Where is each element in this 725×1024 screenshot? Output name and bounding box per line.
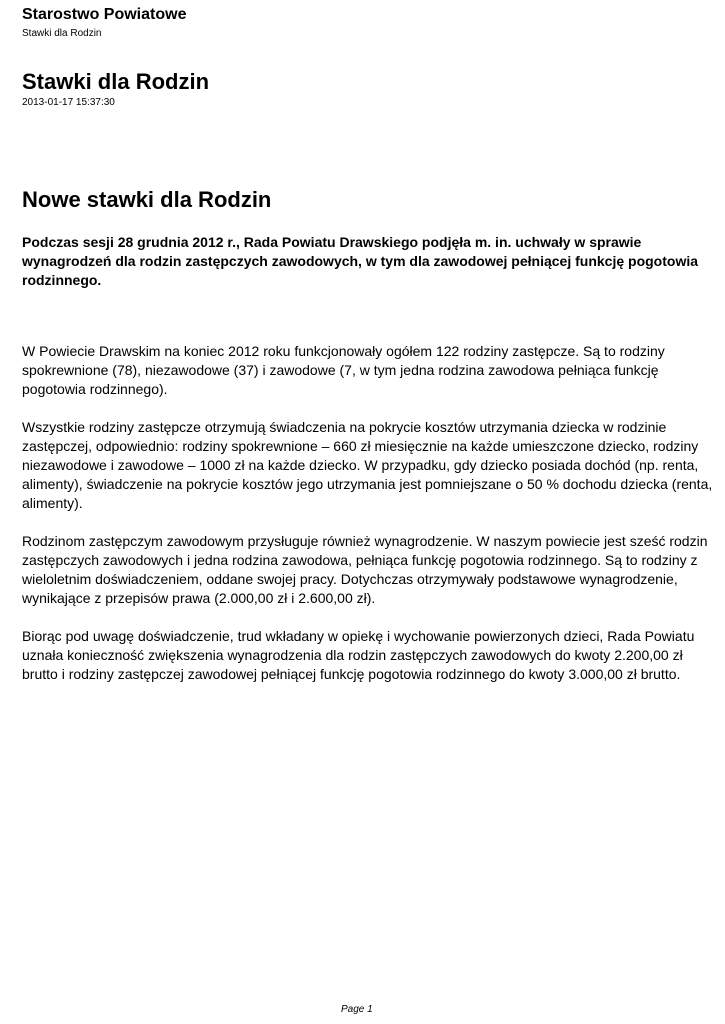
article-paragraph: Wszystkie rodziny zastępcze otrzymują świadczenia na pokrycie kosztów utrzymania dziecka w rodzinie zastępczej, odpowiednio: rodziny spokrewnione – 660 zł miesięcznie na każde umieszczone dziecko, rodziny niezawodowe i zawodowe – 1000 zł na każde dziecko. W przypadku, gdy dziecko posiada dochód (np. renta, alimenty), świadczenie na pokrycie kosztów jego utrzymania jest pomniejszane o 50 % dochodu dziecka (renta, alimenty).: [22, 419, 713, 511]
publication-date: 2013-01-17 15:37:30: [22, 97, 115, 108]
article-paragraph: Rodzinom zastępczym zawodowym przysługuje również wynagrodzenie. W naszym powiecie jest sześć rodzin zastępczych zawodowych i jedna rodzina zawodowa, pełniąca funkcję pogotowia rodzinnego. Są to rodziny z wieloletnim doświadczeniem, oddane swojej pracy. Dotychczas otrzymywały podstawowe wynagrodzenie, wynikające z przepisów prawa (2.000,00 zł i 2.600,00 zł).: [22, 533, 708, 606]
article-body: [22, 342, 717, 703]
site-title: Starostwo Powiatowe: [22, 6, 187, 23]
article-paragraph: Biorąc pod uwagę doświadczenie, trud wkładany w opiekę i wychowanie powierzonych dzieci, Rada Powiatu uznała konieczność zwiększenia wynagrodzenia dla rodzin zastępczych zawodowych do kwoty 2.200,00 zł brutto i rodziny zastępczej zawodowej pełniącej funkcję pogotowia rodzinnego do kwoty 3.000,00 zł brutto.: [22, 628, 695, 682]
page-number: Page 1: [341, 1004, 373, 1015]
article-lead: Podczas sesji 28 grudnia 2012 r., Rada Powiatu Drawskiego podjęła m. in. uchwały w sprawie wynagrodzeń dla rodzin zastępczych zawodowych, w tym dla zawodowej pełniącej funkcję pogotowia rodzinnego.: [22, 234, 699, 288]
page-title: Stawki dla Rodzin: [22, 69, 210, 94]
article-title: Nowe stawki dla Rodzin: [22, 187, 272, 212]
article-paragraph: W Powiecie Drawskim na koniec 2012 roku funkcjonowały ogółem 122 rodziny zastępcze. Są to rodziny spokrewnione (78), niezawodowe (37) i zawodowe (7, w tym jedna rodzina zawodowa pełniąca funkcję pogotowia rodzinnego).: [22, 343, 665, 397]
site-subtitle: Stawki dla Rodzin: [22, 28, 102, 39]
